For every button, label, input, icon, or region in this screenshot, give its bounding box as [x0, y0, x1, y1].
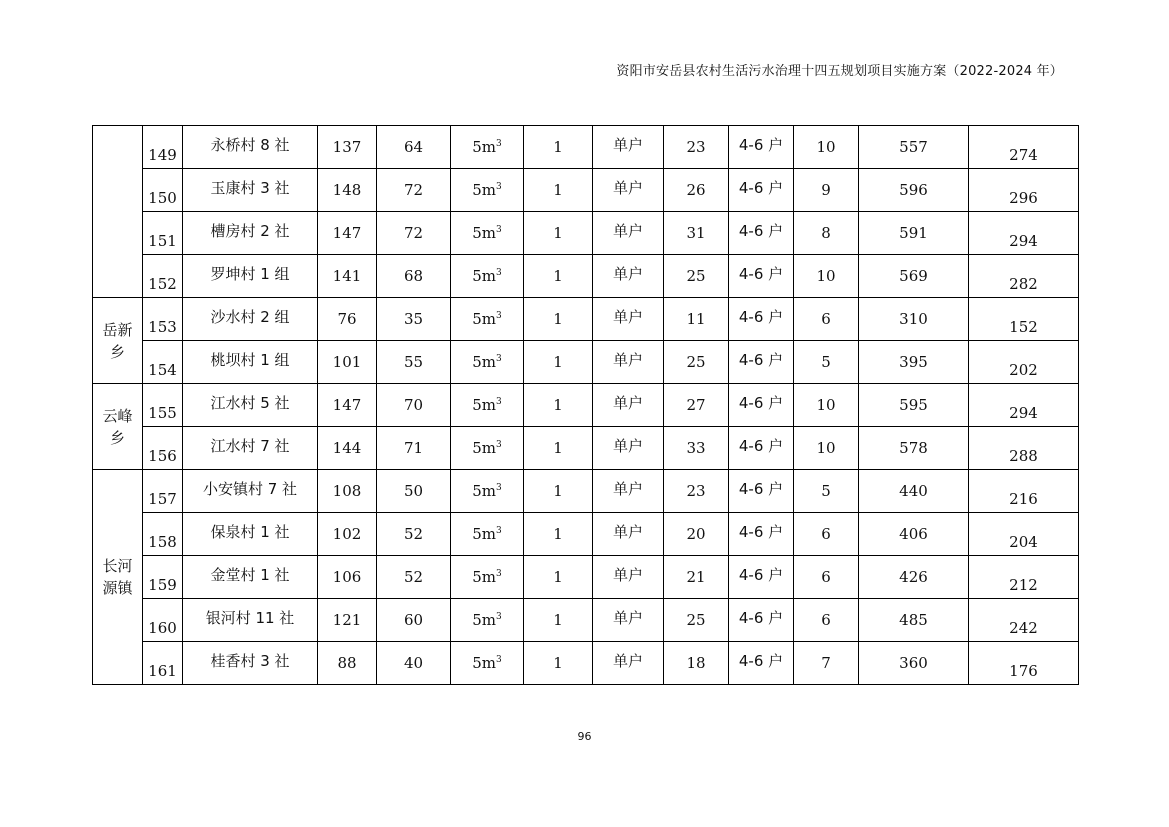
household-range-cell: 4-6 户 [729, 341, 794, 384]
town-name-line: 长河 [102, 557, 133, 575]
value-cell: 31 [664, 212, 729, 255]
capacity-value: 5m [472, 439, 497, 457]
value-cell: 9 [794, 169, 859, 212]
row-number-cell: 159 [143, 556, 183, 599]
capacity-unit-exponent: 3 [496, 569, 502, 579]
value-cell: 294 [969, 384, 1079, 427]
value-cell: 20 [664, 513, 729, 556]
capacity-unit-exponent: 3 [496, 182, 502, 192]
capacity-unit-exponent: 3 [496, 655, 502, 665]
village-cell: 桂香村 3 社 [183, 642, 318, 685]
household-range-cell: 4-6 户 [729, 169, 794, 212]
value-cell: 72 [377, 169, 451, 212]
type-cell: 单户 [593, 642, 664, 685]
row-number-cell: 153 [143, 298, 183, 341]
quantity-cell: 1 [524, 556, 593, 599]
value-cell: 21 [664, 556, 729, 599]
quantity-cell: 1 [524, 169, 593, 212]
quantity-cell: 1 [524, 298, 593, 341]
village-cell: 小安镇村 7 社 [183, 470, 318, 513]
village-cell: 永桥村 8 社 [183, 126, 318, 169]
capacity-unit-exponent: 3 [496, 354, 502, 364]
capacity-cell [451, 212, 524, 255]
value-cell: 52 [377, 513, 451, 556]
capacity-value: 5m [472, 267, 497, 285]
household-range-cell: 4-6 户 [729, 126, 794, 169]
value-cell: 578 [859, 427, 969, 470]
capacity-unit-exponent: 3 [496, 225, 502, 235]
quantity-cell: 1 [524, 599, 593, 642]
household-range-cell: 4-6 户 [729, 556, 794, 599]
type-cell: 单户 [593, 169, 664, 212]
value-cell: 72 [377, 212, 451, 255]
capacity-value: 5m [472, 396, 497, 414]
value-cell: 10 [794, 384, 859, 427]
value-cell: 282 [969, 255, 1079, 298]
household-range-cell: 4-6 户 [729, 298, 794, 341]
table-row [93, 642, 1079, 685]
row-number-cell: 157 [143, 470, 183, 513]
capacity-value: 5m [472, 482, 497, 500]
value-cell: 242 [969, 599, 1079, 642]
value-cell: 148 [318, 169, 377, 212]
value-cell: 426 [859, 556, 969, 599]
row-number-cell: 149 [143, 126, 183, 169]
value-cell: 68 [377, 255, 451, 298]
value-cell: 101 [318, 341, 377, 384]
capacity-unit-exponent: 3 [496, 397, 502, 407]
household-range-cell: 4-6 户 [729, 212, 794, 255]
row-number-cell: 156 [143, 427, 183, 470]
value-cell: 55 [377, 341, 451, 384]
value-cell: 25 [664, 599, 729, 642]
town-name-line: 岳新 [102, 320, 133, 339]
value-cell: 40 [377, 642, 451, 685]
value-cell: 7 [794, 642, 859, 685]
capacity-unit-exponent: 3 [496, 612, 502, 622]
quantity-cell: 1 [524, 341, 593, 384]
row-number-cell: 158 [143, 513, 183, 556]
value-cell: 440 [859, 470, 969, 513]
value-cell: 25 [664, 255, 729, 298]
value-cell: 8 [794, 212, 859, 255]
type-cell: 单户 [593, 341, 664, 384]
value-cell: 212 [969, 556, 1079, 599]
table-row [93, 341, 1079, 384]
household-range-cell: 4-6 户 [729, 427, 794, 470]
value-cell: 26 [664, 169, 729, 212]
value-cell: 569 [859, 255, 969, 298]
table-row [93, 427, 1079, 470]
value-cell: 310 [859, 298, 969, 341]
village-cell: 桃坝村 1 组 [183, 341, 318, 384]
capacity-cell [451, 255, 524, 298]
quantity-cell: 1 [524, 427, 593, 470]
value-cell: 216 [969, 470, 1079, 513]
town-name-line: 源镇 [102, 579, 133, 597]
capacity-cell [451, 556, 524, 599]
value-cell: 274 [969, 126, 1079, 169]
value-cell: 485 [859, 599, 969, 642]
type-cell: 单户 [593, 599, 664, 642]
value-cell: 141 [318, 255, 377, 298]
value-cell: 108 [318, 470, 377, 513]
row-number-cell: 151 [143, 212, 183, 255]
value-cell: 557 [859, 126, 969, 169]
capacity-cell [451, 642, 524, 685]
quantity-cell: 1 [524, 255, 593, 298]
value-cell: 88 [318, 642, 377, 685]
value-cell: 296 [969, 169, 1079, 212]
table-row [93, 169, 1079, 212]
value-cell: 204 [969, 513, 1079, 556]
town-name-line: 云峰 [102, 406, 133, 425]
household-range-cell: 4-6 户 [729, 470, 794, 513]
town-cell [93, 126, 143, 298]
capacity-value: 5m [472, 138, 497, 156]
capacity-cell [451, 427, 524, 470]
village-cell: 沙水村 2 组 [183, 298, 318, 341]
value-cell: 76 [318, 298, 377, 341]
table-row [93, 212, 1079, 255]
value-cell: 70 [377, 384, 451, 427]
value-cell: 10 [794, 255, 859, 298]
value-cell: 176 [969, 642, 1079, 685]
row-number-cell: 150 [143, 169, 183, 212]
value-cell: 10 [794, 427, 859, 470]
quantity-cell: 1 [524, 513, 593, 556]
value-cell: 23 [664, 470, 729, 513]
row-number-cell: 154 [143, 341, 183, 384]
type-cell: 单户 [593, 470, 664, 513]
value-cell: 106 [318, 556, 377, 599]
value-cell: 6 [794, 599, 859, 642]
table-row [93, 384, 1079, 427]
table-row [93, 599, 1079, 642]
household-range-cell: 4-6 户 [729, 599, 794, 642]
value-cell: 137 [318, 126, 377, 169]
table-row [93, 470, 1079, 513]
value-cell: 406 [859, 513, 969, 556]
capacity-value: 5m [472, 525, 497, 543]
value-cell: 121 [318, 599, 377, 642]
quantity-cell: 1 [524, 212, 593, 255]
row-number-cell: 152 [143, 255, 183, 298]
town-cell [93, 470, 143, 685]
capacity-cell [451, 169, 524, 212]
value-cell: 50 [377, 470, 451, 513]
value-cell: 144 [318, 427, 377, 470]
village-cell: 金堂村 1 社 [183, 556, 318, 599]
household-range-cell: 4-6 户 [729, 384, 794, 427]
value-cell: 395 [859, 341, 969, 384]
capacity-cell [451, 341, 524, 384]
value-cell: 33 [664, 427, 729, 470]
page-number: 96 [577, 730, 592, 743]
value-cell: 294 [969, 212, 1079, 255]
capacity-value: 5m [472, 310, 497, 328]
value-cell: 60 [377, 599, 451, 642]
value-cell: 10 [794, 126, 859, 169]
capacity-cell [451, 470, 524, 513]
capacity-cell [451, 513, 524, 556]
value-cell: 147 [318, 384, 377, 427]
capacity-value: 5m [472, 568, 497, 586]
table-row [93, 298, 1079, 341]
capacity-value: 5m [472, 654, 497, 672]
value-cell: 11 [664, 298, 729, 341]
value-cell: 71 [377, 427, 451, 470]
capacity-value: 5m [472, 611, 497, 629]
value-cell: 64 [377, 126, 451, 169]
capacity-cell [451, 384, 524, 427]
household-range-cell: 4-6 户 [729, 255, 794, 298]
value-cell: 102 [318, 513, 377, 556]
town-cell [93, 298, 143, 384]
document-header: 资阳市安岳县农村生活污水治理十四五规划项目实施方案（2022-2024 年） [616, 64, 1063, 79]
value-cell: 35 [377, 298, 451, 341]
type-cell: 单户 [593, 513, 664, 556]
value-cell: 5 [794, 470, 859, 513]
type-cell: 单户 [593, 298, 664, 341]
capacity-unit-exponent: 3 [496, 526, 502, 536]
value-cell: 25 [664, 341, 729, 384]
value-cell: 6 [794, 556, 859, 599]
town-name-line: 乡 [109, 428, 125, 447]
value-cell: 152 [969, 298, 1079, 341]
table-row [93, 513, 1079, 556]
village-cell: 保泉村 1 社 [183, 513, 318, 556]
village-cell: 江水村 5 社 [183, 384, 318, 427]
value-cell: 6 [794, 298, 859, 341]
quantity-cell: 1 [524, 384, 593, 427]
table-body [93, 126, 1079, 685]
row-number-cell: 161 [143, 642, 183, 685]
town-cell [93, 384, 143, 470]
capacity-value: 5m [472, 224, 497, 242]
village-cell: 槽房村 2 社 [183, 212, 318, 255]
village-cell: 罗坤村 1 组 [183, 255, 318, 298]
village-cell: 玉康村 3 社 [183, 169, 318, 212]
capacity-value: 5m [472, 181, 497, 199]
town-name-line: 乡 [109, 342, 125, 361]
value-cell: 18 [664, 642, 729, 685]
value-cell: 52 [377, 556, 451, 599]
data-table [92, 125, 1079, 685]
value-cell: 23 [664, 126, 729, 169]
type-cell: 单户 [593, 126, 664, 169]
capacity-unit-exponent: 3 [496, 311, 502, 321]
value-cell: 202 [969, 341, 1079, 384]
table-row [93, 556, 1079, 599]
quantity-cell: 1 [524, 470, 593, 513]
capacity-cell [451, 599, 524, 642]
value-cell: 360 [859, 642, 969, 685]
row-number-cell: 160 [143, 599, 183, 642]
table-row [93, 255, 1079, 298]
capacity-unit-exponent: 3 [496, 139, 502, 149]
household-range-cell: 4-6 户 [729, 642, 794, 685]
value-cell: 591 [859, 212, 969, 255]
row-number-cell: 155 [143, 384, 183, 427]
capacity-cell [451, 126, 524, 169]
value-cell: 6 [794, 513, 859, 556]
type-cell: 单户 [593, 255, 664, 298]
value-cell: 288 [969, 427, 1079, 470]
type-cell: 单户 [593, 427, 664, 470]
value-cell: 596 [859, 169, 969, 212]
value-cell: 27 [664, 384, 729, 427]
type-cell: 单户 [593, 212, 664, 255]
capacity-value: 5m [472, 353, 497, 371]
capacity-unit-exponent: 3 [496, 483, 502, 493]
village-cell: 银河村 11 社 [183, 599, 318, 642]
type-cell: 单户 [593, 384, 664, 427]
value-cell: 595 [859, 384, 969, 427]
village-cell: 江水村 7 社 [183, 427, 318, 470]
table-row [93, 126, 1079, 169]
household-range-cell: 4-6 户 [729, 513, 794, 556]
value-cell: 147 [318, 212, 377, 255]
value-cell: 5 [794, 341, 859, 384]
quantity-cell: 1 [524, 642, 593, 685]
capacity-cell [451, 298, 524, 341]
type-cell: 单户 [593, 556, 664, 599]
quantity-cell: 1 [524, 126, 593, 169]
capacity-unit-exponent: 3 [496, 268, 502, 278]
capacity-unit-exponent: 3 [496, 440, 502, 450]
